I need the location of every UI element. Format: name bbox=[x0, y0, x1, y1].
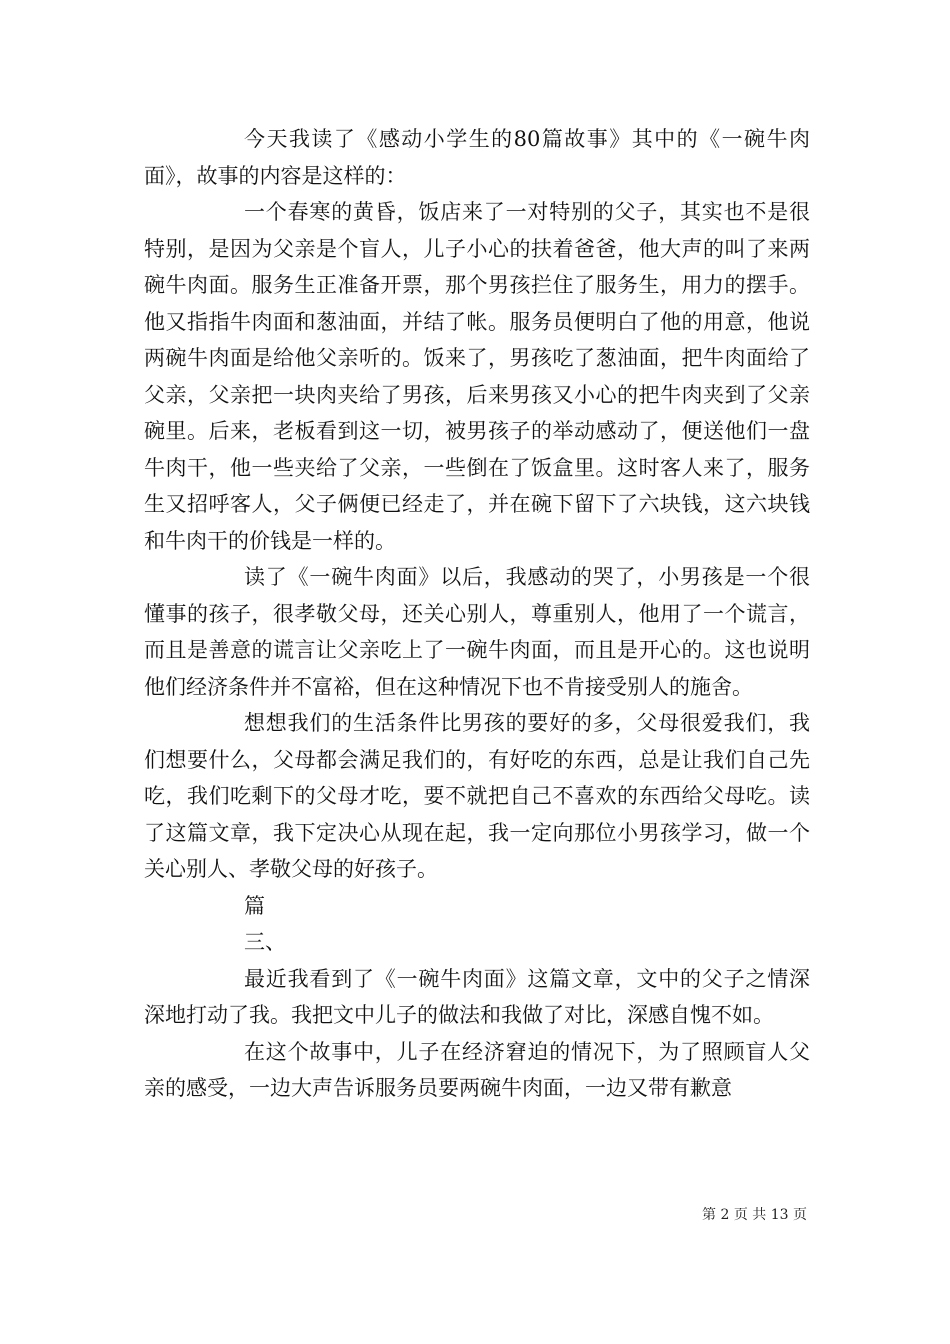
document-body bbox=[144, 121, 810, 1107]
page-number-footer: 第 2 页 共 13 页 bbox=[702, 1207, 807, 1223]
paragraph-1: 今天我读了《感动小学生的80篇故事》其中的《一碗牛肉面》，故事的内容是这样的： bbox=[144, 127, 810, 188]
section-marker-three: 三、 bbox=[244, 930, 286, 954]
section-marker-pian: 篇 bbox=[244, 893, 265, 918]
paragraph-2: 一个春寒的黄昏，饭店来了一对特别的父子，其实也不是很特别，是因为父亲是个盲人，儿子小心的扶着爸爸，他大声的叫了来两碗牛肉面。服务生正准备开票，那个男孩拦住了服务生，用力的摆手。他又指指牛肉面和葱油面，并结了帐。服务员便明白了他的用意，他说两碗牛肉面是给他父亲听的。饭来了，男孩吃了葱油面，把牛肉面给了父亲，父亲把一块肉夹给了男孩，后来男孩又小心的把牛肉夹到了父亲碗里。后来，老板看到这一切，被男孩子的举动感动了，便送他们一盘牛肉干，他一些夹给了父亲，一些倒在了饭盒里。这时客人来了，服务生又招呼客人，父子俩便已经走了，并在碗下留下了六块钱，这六块钱和牛肉干的价钱是一样的。 bbox=[144, 200, 810, 553]
paragraph-5: 最近我看到了《一碗牛肉面》这篇文章，文中的父子之情深深地打动了我。我把文中儿子的做法和我做了对比，深感自愧不如。 bbox=[144, 966, 810, 1027]
paragraph-4: 想想我们的生活条件比男孩的要好的多，父母很爱我们，我们想要什么，父母都会满足我们的，有好吃的东西，总是让我们自己先吃，我们吃剩下的父母才吃，要不就把自己不喜欢的东西给父母吃。读了这篇文章，我下定决心从现在起，我一定向那位小男孩学习，做一个关心别人、孝敬父母的好孩子。 bbox=[144, 711, 810, 881]
paragraph-3: 读了《一碗牛肉面》以后，我感动的哭了，小男孩是一个很懂事的孩子，很孝敬父母，还关心别人，尊重别人，他用了一个谎言，而且是善意的谎言让父亲吃上了一碗牛肉面，而且是开心的。这也说明他们经济条件并不富裕，但在这种情况下也不肯接受别人的施舍。 bbox=[144, 565, 810, 699]
paragraph-6: 在这个故事中，儿子在经济窘迫的情况下，为了照顾盲人父亲的感受，一边大声告诉服务员要两碗牛肉面，一边又带有歉意 bbox=[144, 1039, 810, 1100]
